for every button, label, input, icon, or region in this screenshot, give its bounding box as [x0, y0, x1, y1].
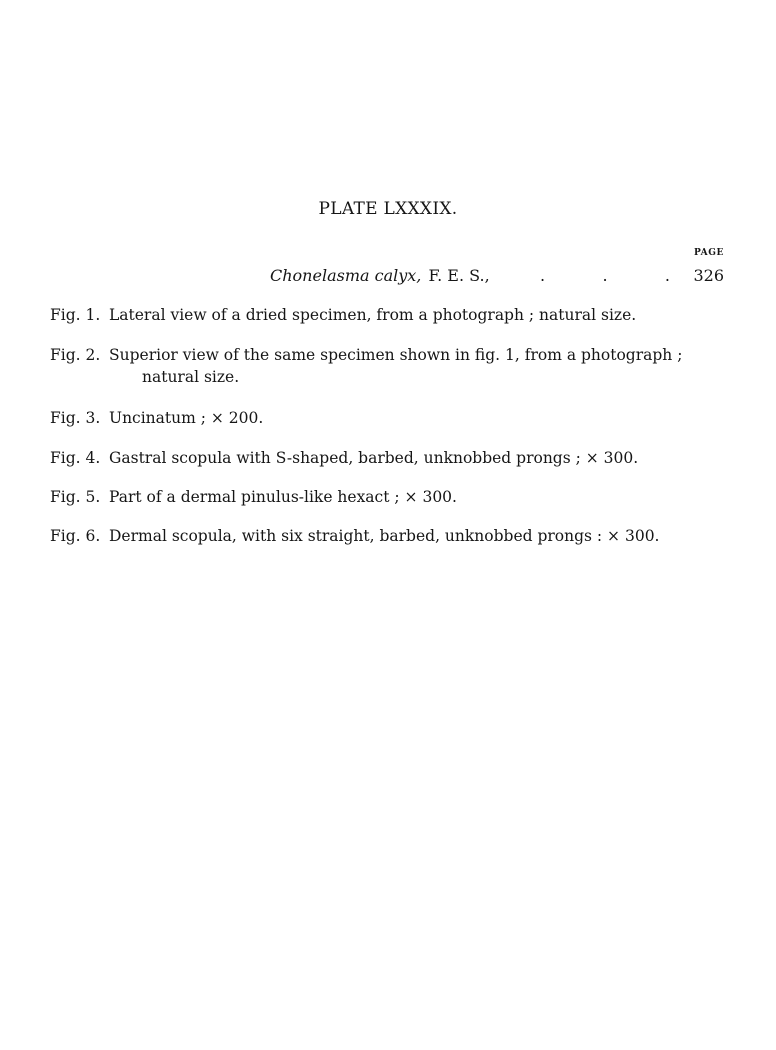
- species-entry: [270, 266, 724, 288]
- species-author: F. E. S.,: [428, 266, 490, 285]
- figure-text: Superior view of the same specimen shown in fig. 1, from a photograph ;: [109, 346, 683, 364]
- leader-dot: .: [602, 266, 608, 285]
- figure-caption-2: [50, 344, 682, 388]
- leader-dot: .: [664, 266, 670, 285]
- figure-number: Fig. 5.: [50, 488, 101, 506]
- page-column-label: PAGE: [693, 248, 724, 258]
- figure-number: Fig. 4.: [50, 449, 101, 467]
- figure-caption-3: [50, 407, 263, 429]
- figure-text: Uncinatum ; × 200.: [109, 409, 264, 427]
- leader-dot: .: [540, 266, 546, 285]
- figure-number: Fig. 2.: [50, 346, 101, 364]
- figure-text-continuation: natural size.: [142, 368, 240, 386]
- figure-caption-6: [50, 525, 660, 547]
- plate-title: PLATE LXXXIX.: [318, 199, 458, 219]
- figure-caption-1: [50, 304, 636, 326]
- species-name: Chonelasma calyx,: [270, 266, 422, 285]
- figure-caption-4: [50, 447, 638, 469]
- figure-number: Fig. 6.: [50, 527, 101, 545]
- leader-dots: [540, 266, 670, 285]
- figure-text: Gastral scopula with S-shaped, barbed, unknobbed prongs ; × 300.: [109, 449, 639, 467]
- figure-number: Fig. 1.: [50, 306, 101, 324]
- species-page-number: 326: [693, 266, 724, 285]
- figure-text: Lateral view of a dried specimen, from a photograph ; natural size.: [109, 306, 637, 324]
- figure-number: Fig. 3.: [50, 409, 101, 427]
- figure-text: Part of a dermal pinulus-like hexact ; × 300.: [109, 488, 457, 506]
- figure-text: Dermal scopula, with six straight, barbed, unknobbed prongs : × 300.: [109, 527, 660, 545]
- figure-caption-5: [50, 486, 457, 508]
